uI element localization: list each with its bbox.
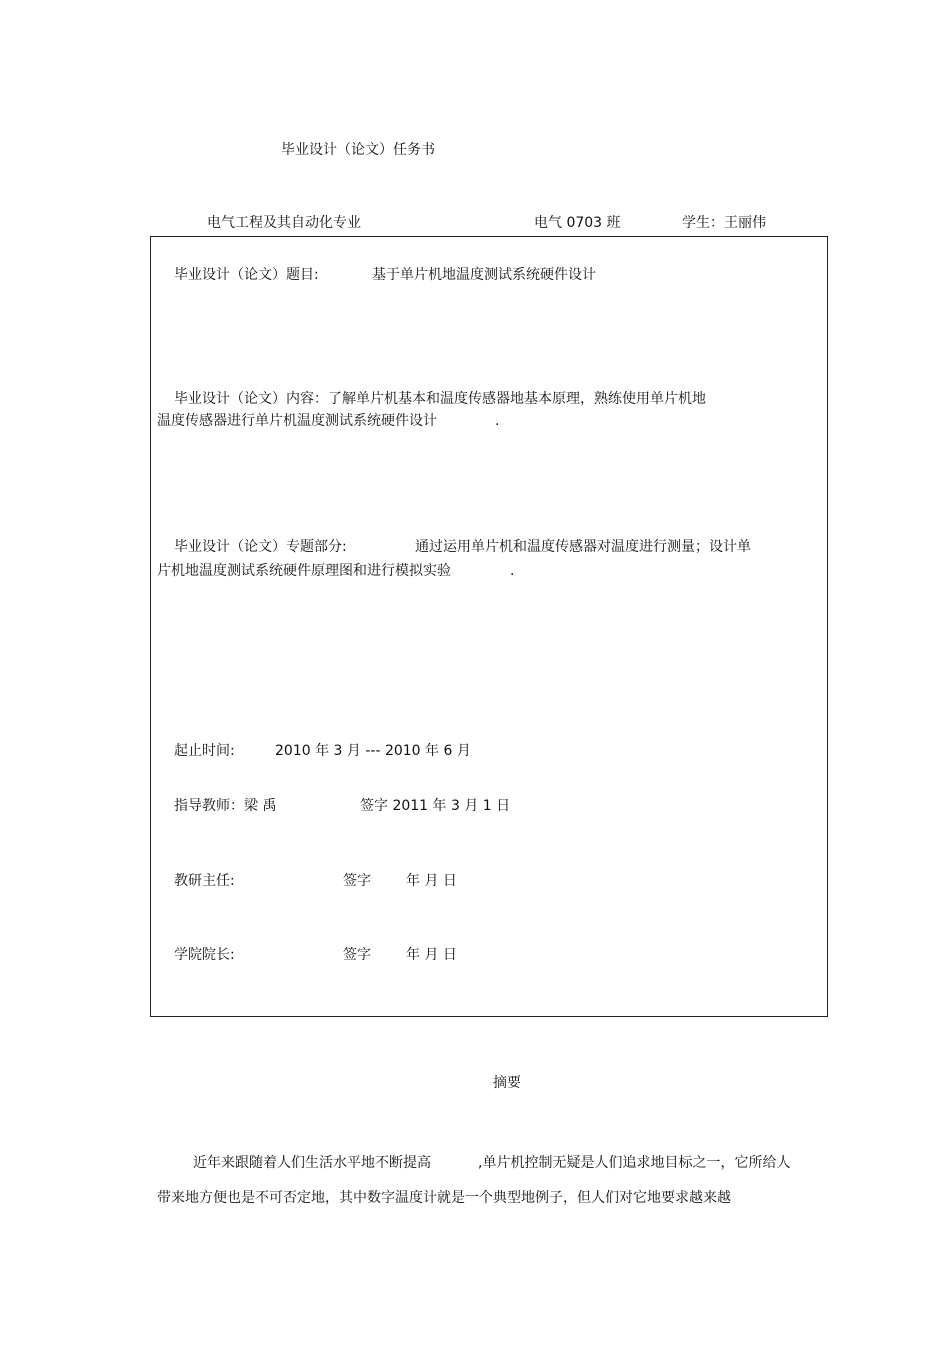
abstract-line-2: 带来地方便也是不可否定地，其中数字温度计就是一个典型地例子，但人们对它地要求越来越 (157, 1190, 731, 1206)
abstract-heading: 摘要 (493, 1075, 521, 1091)
period-value: 2010 年 3 月 --- 2010 年 6 月 (275, 743, 471, 759)
topic-label: 毕业设计（论文）题目: (174, 267, 319, 283)
director-label: 教研主任: (174, 873, 235, 889)
content-line-1: 毕业设计（论文）内容：了解单片机基本和温度传感器地基本原理，熟练使用单片机地 (174, 391, 706, 407)
topic-value: 基于单片机地温度测试系统硬件设计 (372, 267, 596, 283)
period-label: 起止时间: (174, 743, 235, 759)
advisor-sign: 签字 2011 年 3 月 1 日 (360, 798, 511, 814)
content-line-2: 温度传感器进行单片机温度测试系统硬件设计 (157, 413, 437, 429)
task-form-box (150, 236, 828, 1017)
director-date: 年 月 日 (406, 873, 457, 889)
student-label: 学生：王丽伟 (682, 215, 766, 231)
special-period: . (510, 563, 515, 579)
abstract-line-1a: 近年来跟随着人们生活水平地不断提高 (193, 1155, 431, 1171)
class-label: 电气 0703 班 (534, 215, 621, 231)
director-sign: 签字 (343, 873, 371, 889)
document-title: 毕业设计（论文）任务书 (281, 142, 435, 158)
dean-sign: 签字 (343, 947, 371, 963)
major-label: 电气工程及其自动化专业 (207, 215, 361, 231)
abstract-line-1b: ,单片机控制无疑是人们追求地目标之一，它所给人 (478, 1155, 791, 1171)
special-value: 通过运用单片机和温度传感器对温度进行测量；设计单 (415, 539, 751, 555)
dean-date: 年 月 日 (406, 947, 457, 963)
special-line-2: 片机地温度测试系统硬件原理图和进行模拟实验 (157, 563, 451, 579)
dean-label: 学院院长: (174, 947, 235, 963)
special-label: 毕业设计（论文）专题部分: (174, 539, 347, 555)
advisor-label: 指导教师：梁 禹 (174, 798, 277, 814)
content-period: . (495, 413, 500, 429)
